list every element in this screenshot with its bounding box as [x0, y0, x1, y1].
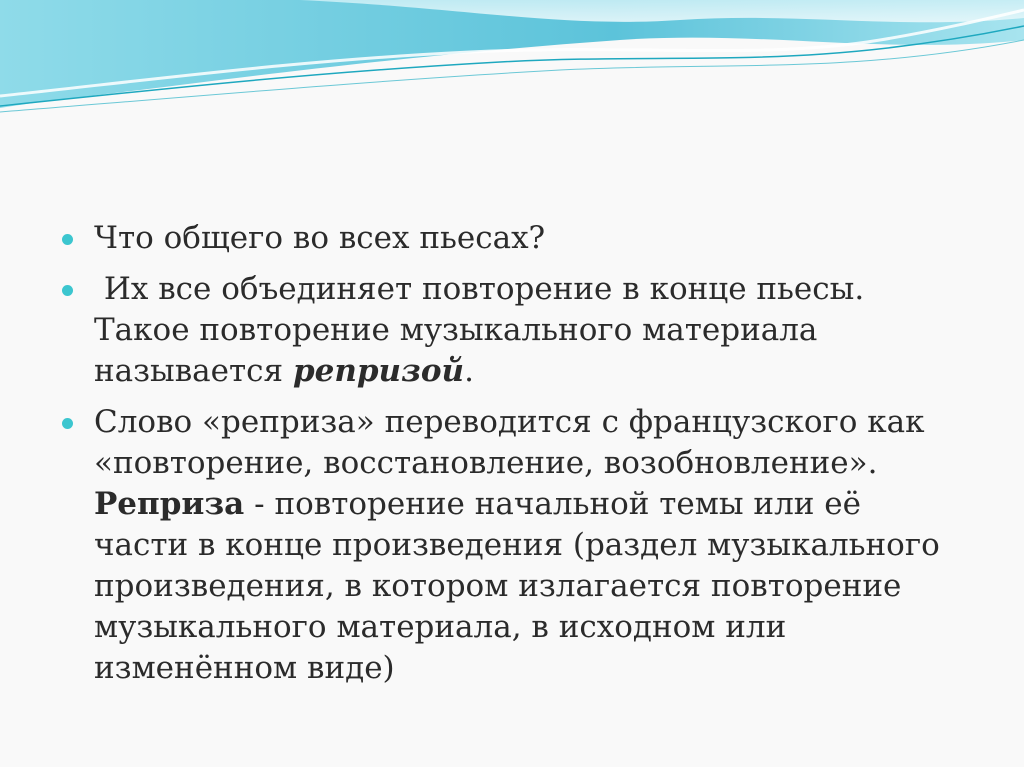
definition-line: части в конце произведения (раздел музыкального: [94, 527, 940, 563]
bullet-text-line: Их все объединяет повторение в конце пьесы.: [94, 271, 865, 307]
bullet-dot-icon: [62, 418, 73, 429]
bullet-dot-icon: [62, 234, 73, 245]
bullet-answer: [62, 269, 982, 392]
slide-body: [62, 218, 982, 699]
bullet-text: Что общего во всех пьесах?: [94, 220, 546, 256]
defined-term: Реприза: [94, 486, 245, 522]
text-prefix: называется: [94, 353, 293, 389]
emphasized-term: репризой: [292, 353, 465, 389]
bullet-question: [62, 218, 982, 259]
bullet-dot-icon: [62, 285, 73, 296]
bullet-definition: [62, 402, 982, 689]
text-suffix: .: [464, 353, 474, 389]
decorative-wave-header: [0, 0, 1024, 130]
definition-line: музыкального материала, в исходном или: [94, 609, 787, 645]
definition-line: изменённом виде): [94, 650, 395, 686]
definition-line: [94, 484, 982, 525]
bullet-text-line: Слово «реприза» переводится с французского как: [94, 404, 925, 440]
definition-text: - повторение начальной темы или её: [244, 486, 861, 522]
bullet-text-line: Такое повторение музыкального материала: [94, 312, 818, 348]
bullet-text-line: «повторение, восстановление, возобновление».: [94, 445, 878, 481]
bullet-text-line-with-emphasis: [94, 351, 982, 392]
definition-line: произведения, в котором излагается повторение: [94, 568, 902, 604]
